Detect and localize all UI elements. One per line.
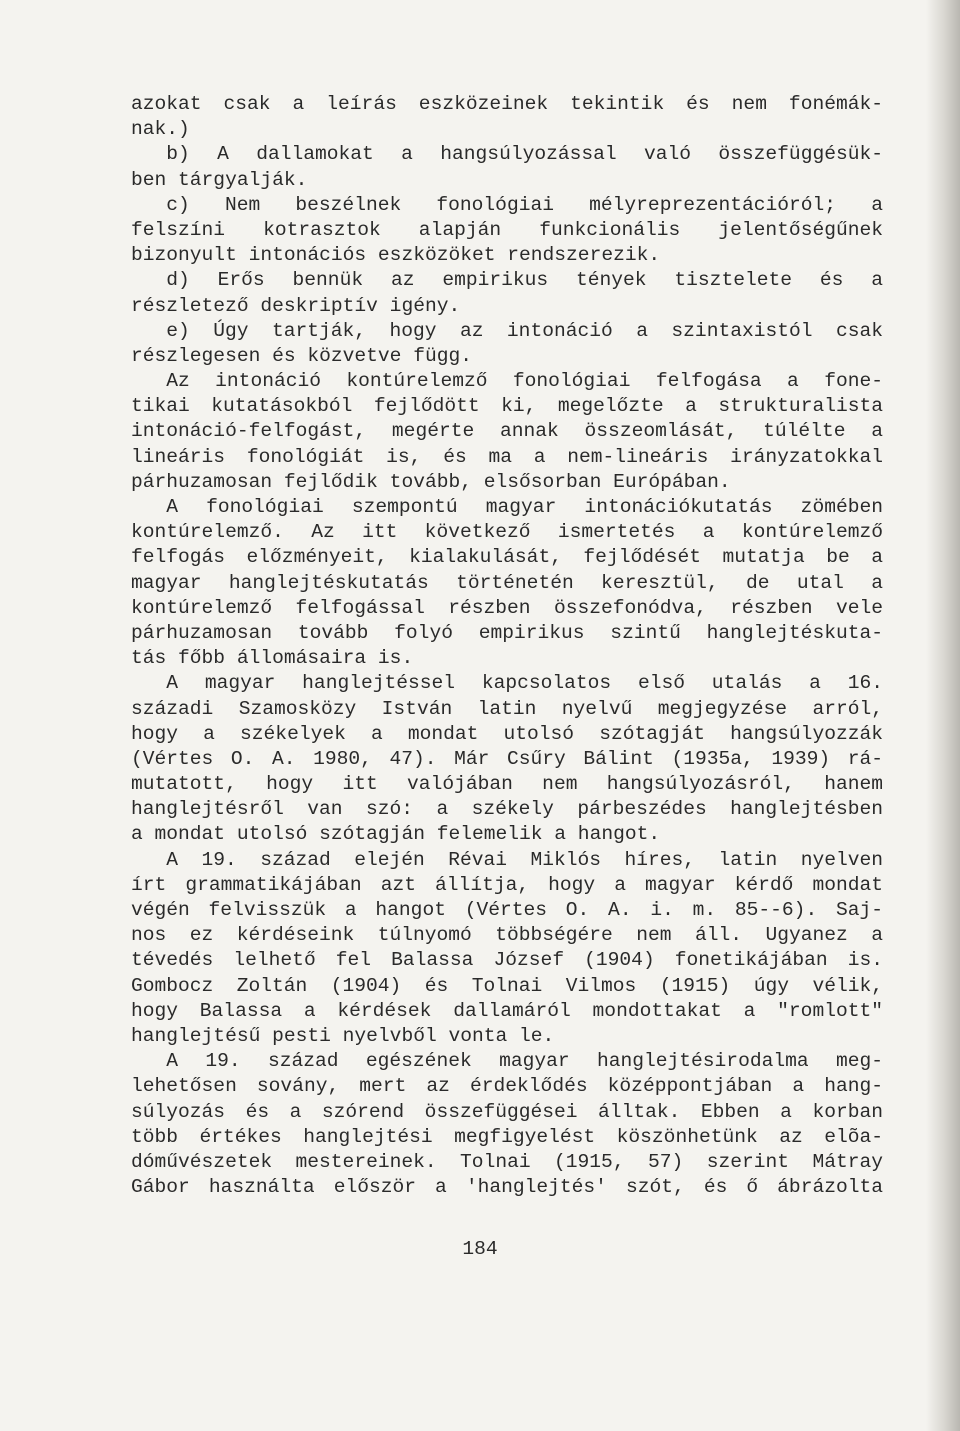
text-line: (Vértes O. A. 1980, 47). Már Csűry Bálint (1935a, 1939) rá- <box>131 747 883 770</box>
text-line: felszíni kotrasztok alapján funkcionális jelentőségűnek <box>131 218 883 241</box>
text-line: Gábor használta először a 'hanglejtés' szót, és ő ábrázolta <box>131 1176 883 1199</box>
text-line: mutatott, hogy itt valójában nem hangsúlyozásról, hanem <box>131 773 883 796</box>
text-line: e) Úgy tartják, hogy az intonáció a szintaxistól csak <box>166 319 883 342</box>
text-line: bizonyult intonációs eszközöket rendszerezik. <box>131 244 661 267</box>
text-line: A 19. század elején Révai Miklós híres, latin nyelven <box>166 848 883 871</box>
text-line: hanglejtésről van szó: a székely párbeszédes hanglejtésben <box>131 798 883 821</box>
page-body-text <box>131 92 883 1200</box>
page-edge-shadow <box>926 0 960 1431</box>
text-line: ben tárgyalják. <box>131 168 308 191</box>
text-line: századi Szamosközy István latin nyelvű megjegyzése arról, <box>131 697 883 720</box>
text-line: kontúrelemző felfogással részben összefonódva, részben vele <box>131 596 883 619</box>
text-line: c) Nem beszélnek fonológiai mélyreprezentációról; a <box>166 193 883 216</box>
text-line: A magyar hanglejtéssel kapcsolatos első utalás a 16. <box>166 672 883 695</box>
text-line: hogy a székelyek a mondat utolsó szótagját hangsúlyozzák <box>131 722 883 745</box>
text-line: d) Erős bennük az empirikus tények tisztelete és a <box>166 269 883 292</box>
text-line: több értékes hanglejtési megfigyelést köszönhetünk az elõa- <box>131 1125 883 1148</box>
page-number: 184 <box>462 1238 498 1260</box>
text-line: lehetősen sovány, mert az érdeklődés középpontjában a hang- <box>131 1075 883 1098</box>
text-line: párhuzamosan fejlődik tovább, elsősorban Európában. <box>131 470 731 493</box>
text-line: Az intonáció kontúrelemző fonológiai felfogása a fone- <box>166 370 883 393</box>
text-line: párhuzamosan tovább folyó empirikus szintű hanglejtéskuta- <box>131 621 883 644</box>
text-line: felfogás előzményeit, kialakulását, fejlődését mutatja be a <box>131 546 883 569</box>
text-line: végén felvisszük a hangot (Vértes O. A. i. m. 85--6). Saj- <box>131 899 883 921</box>
text-line: dóművészetek mestereinek. Tolnai (1915, 57) szerint Mátray <box>131 1150 883 1173</box>
text-line: tás főbb állomásaira is. <box>131 647 414 670</box>
text-line: hogy Balassa a kérdések dallamáról mondottakat a "romlott" <box>131 999 883 1022</box>
text-line: tikai kutatásokból fejlődött ki, megelőzte a strukturalista <box>131 395 883 418</box>
text-line: írt grammatikájában azt állítja, hogy a magyar kérdő mondat <box>131 873 883 896</box>
text-line: részlegesen és közvetve függ. <box>131 344 472 367</box>
text-line: azokat csak a leírás eszközeinek tekintik és nem fonémák- <box>131 93 883 115</box>
text-line: a mondat utolsó szótagján felemelik a hangot. <box>131 823 661 846</box>
text-line: A fonológiai szempontú magyar intonációkutatás zömében <box>166 496 883 518</box>
text-line: részletező deskriptív igény. <box>131 294 461 317</box>
text-line: nak.) <box>131 118 190 141</box>
text-line: lineáris fonológiát is, és ma a nem-lineáris irányzatokkal <box>131 445 883 468</box>
text-line: súlyozás és a szórend összefüggései álltak. Ebben a korban <box>131 1100 883 1123</box>
text-line: b) A dallamokat a hangsúlyozással való összefüggésük- <box>166 143 883 166</box>
text-line: intonáció-felfogást, megérte annak összeomlását, túlélte a <box>131 420 883 443</box>
text-line: nos ez kérdéseink túlnyomó többségére nem áll. Ugyanez a <box>131 924 883 947</box>
text-line: magyar hanglejtéskutatás történetén keresztül, de utal a <box>131 571 883 594</box>
text-line: tévedés lelhető fel Balassa József (1904) fonetikájában is. <box>131 949 883 972</box>
text-line: A 19. század egészének magyar hanglejtésirodalma meg- <box>166 1050 883 1073</box>
text-line: Gombocz Zoltán (1904) és Tolnai Vilmos (1915) úgy vélik, <box>131 974 883 997</box>
text-line: kontúrelemző. Az itt következő ismertetés a kontúrelemző <box>131 521 883 544</box>
text-line: hanglejtésű pesti nyelvből vonta le. <box>131 1024 555 1047</box>
